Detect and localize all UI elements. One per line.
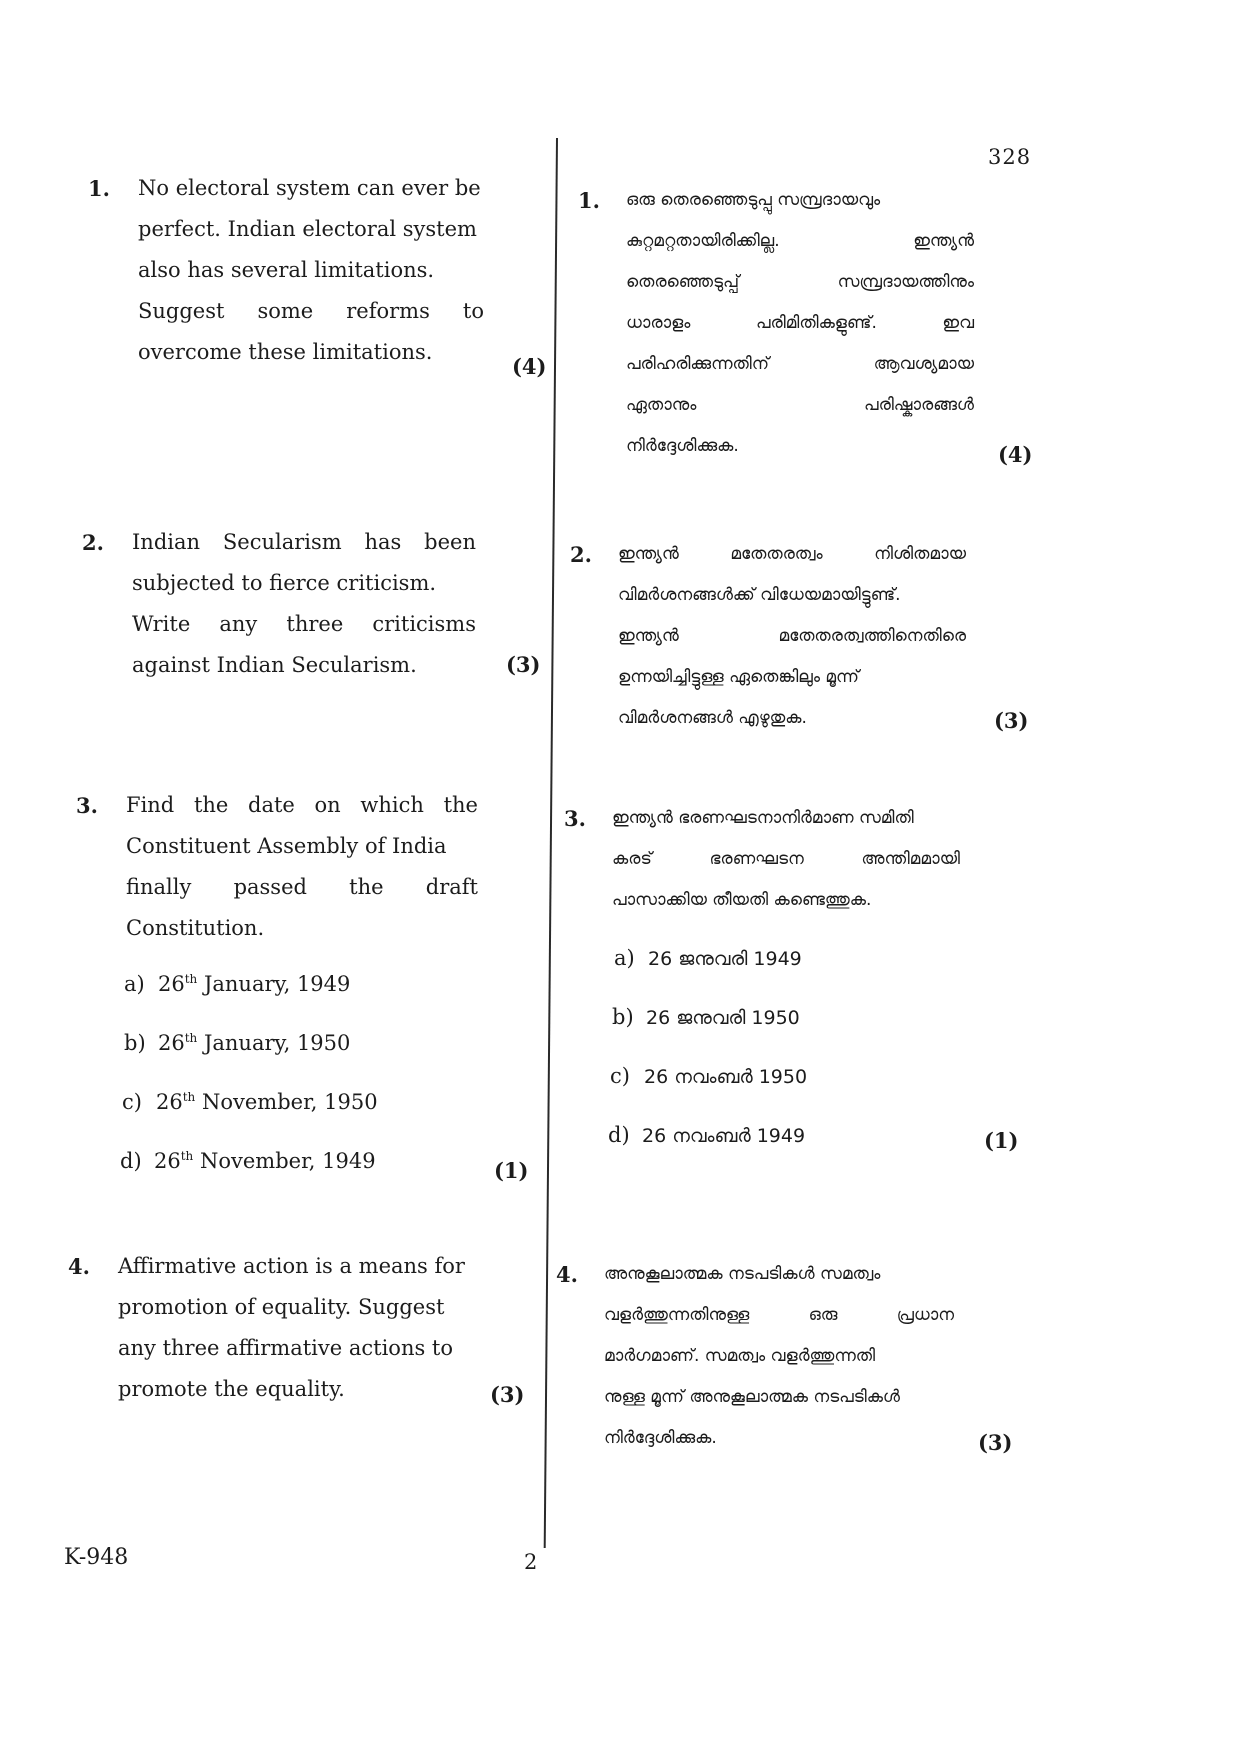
- question-line: promote the equality.: [118, 1377, 345, 1401]
- question-number: 1.: [88, 176, 110, 201]
- option-c: c) 26 നവംബർ 1950: [610, 1064, 808, 1088]
- question-line: ഏതാനും പരിഷ്കാരങ്ങൾ: [626, 395, 974, 415]
- question-line: Constituent Assembly of India: [126, 834, 447, 858]
- option-a: a) 26 ജനുവരി 1949: [614, 946, 802, 970]
- marks: (4): [512, 354, 547, 379]
- question-line: finally passed the draft: [126, 875, 478, 899]
- question-line: subjected to fierce criticism.: [132, 571, 437, 595]
- question-paper-code: K-948: [64, 1545, 129, 1570]
- question-line: അനുകൂലാത്മക നടപടികൾ സമത്വം: [604, 1264, 881, 1284]
- question-number: 2.: [82, 530, 104, 555]
- question-number: 3.: [564, 806, 586, 831]
- page-number-bottom: 2: [524, 1550, 538, 1574]
- question-line: തെരഞ്ഞെടുപ്പ് സമ്പ്രദായത്തിനും: [626, 272, 974, 292]
- marks: (3): [490, 1382, 525, 1407]
- column-divider: [544, 138, 558, 1548]
- question-line: വളർത്തുന്നതിനുള്ള ഒരു പ്രധാന: [604, 1305, 954, 1325]
- question-line: കരട് ഭരണഘടന അന്തിമമായി: [612, 849, 960, 869]
- question-line: മാർഗമാണ്. സമത്വം വളർത്തുന്നതി: [604, 1346, 876, 1366]
- question-line: പാസാക്കിയ തീയതി കണ്ടെത്തുക.: [612, 890, 872, 910]
- option-a: a) 26th January, 1949: [124, 972, 351, 996]
- question-line: perfect. Indian electoral system: [138, 217, 477, 241]
- question-number: 3.: [76, 793, 98, 818]
- question-line: ഇന്ത്യൻ ഭരണഘടനാനിർമാണ സമിതി: [612, 808, 914, 828]
- marks: (1): [494, 1158, 529, 1183]
- question-line: Find the date on which the: [126, 793, 478, 817]
- question-number: 4.: [556, 1262, 578, 1287]
- question-line: നിർദ്ദേശിക്കുക.: [626, 436, 739, 456]
- question-line: also has several limitations.: [138, 258, 435, 282]
- question-line: കുറ്റമറ്റതായിരിക്കില്ല. ഇന്ത്യൻ: [626, 231, 974, 251]
- marks: (3): [994, 708, 1029, 733]
- question-line: ധാരാളം പരിമിതികളുണ്ട്. ഇവ: [626, 313, 974, 333]
- marks: (1): [984, 1128, 1019, 1153]
- question-number: 4.: [68, 1254, 90, 1279]
- option-b: b) 26th January, 1950: [124, 1031, 351, 1055]
- question-number: 2.: [570, 542, 592, 567]
- question-number: 1.: [578, 188, 600, 213]
- question-line: വിമർശനങ്ങൾക്ക് വിധേയമായിട്ടുണ്ട്.: [618, 585, 901, 605]
- question-line: നുള്ള മൂന്ന് അനുകൂലാത്മക നടപടികൾ: [604, 1387, 900, 1407]
- question-line: Constitution.: [126, 916, 265, 940]
- marks: (4): [998, 442, 1033, 467]
- question-line: overcome these limitations.: [138, 340, 433, 364]
- marks: (3): [978, 1430, 1013, 1455]
- question-line: against Indian Secularism.: [132, 653, 417, 677]
- marks: (3): [506, 652, 541, 677]
- question-line: Suggest some reforms to: [138, 299, 484, 323]
- page-number-top: 328: [988, 145, 1032, 169]
- question-line: വിമർശനങ്ങൾ എഴുതുക.: [618, 708, 807, 728]
- question-line: promotion of equality. Suggest: [118, 1295, 445, 1319]
- option-b: b) 26 ജനുവരി 1950: [612, 1005, 800, 1029]
- question-line: ഇന്ത്യൻ മതേതരത്വം നിശിതമായ: [618, 544, 966, 564]
- option-c: c) 26th November, 1950: [122, 1090, 378, 1114]
- question-line: Write any three criticisms: [132, 612, 476, 636]
- option-d: d) 26 നവംബർ 1949: [608, 1123, 806, 1147]
- question-line: Indian Secularism has been: [132, 530, 476, 554]
- question-line: നിർദ്ദേശിക്കുക.: [604, 1428, 717, 1448]
- question-line: any three affirmative actions to: [118, 1336, 454, 1360]
- question-line: ഒരു തെരഞ്ഞെടുപ്പു സമ്പ്രദായവും: [626, 190, 881, 210]
- question-line: No electoral system can ever be: [138, 176, 481, 200]
- question-line: ഉന്നയിച്ചിട്ടുള്ള ഏതെങ്കിലും മൂന്ന്: [618, 667, 860, 687]
- option-d: d) 26th November, 1949: [120, 1149, 376, 1173]
- question-line: Affirmative action is a means for: [118, 1254, 465, 1278]
- question-line: പരിഹരിക്കുന്നതിന് ആവശ്യമായ: [626, 354, 974, 374]
- question-line: ഇന്ത്യൻ മതേതരത്വത്തിനെതിരെ: [618, 626, 966, 646]
